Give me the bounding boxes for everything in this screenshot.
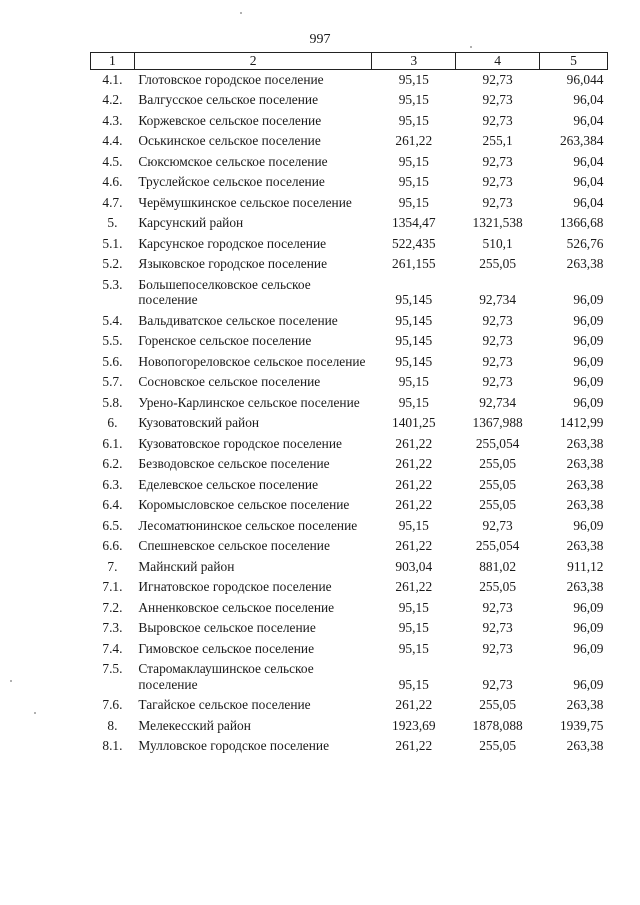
row-name: Коржевское сельское поселение	[138, 112, 322, 128]
row-value-col5: 96,044	[566, 71, 604, 87]
header-row	[91, 53, 608, 70]
row-name: Языковское городское поселение	[138, 256, 328, 271]
row-value-col4: 92,73	[482, 599, 513, 615]
table-row	[91, 172, 608, 193]
row-value-col5: 96,09	[573, 517, 604, 533]
table-row	[91, 577, 608, 598]
row-number: 8.	[107, 717, 118, 733]
row-name: Игнатовское городское поселение	[138, 579, 332, 594]
row-value-col5: 1939,75	[559, 717, 604, 733]
row-number: 5.8.	[102, 394, 123, 410]
table-row	[91, 516, 608, 537]
row-value-col5: 263,38	[566, 435, 604, 451]
row-value-col4: 92,73	[482, 374, 513, 389]
table-row	[91, 352, 608, 373]
row-value-col3: 95,145	[395, 292, 433, 307]
row-number: 4.7.	[102, 194, 123, 210]
row-name: Безводовское сельское поселение	[138, 456, 330, 471]
row-value-col5: 96,09	[573, 640, 604, 656]
row-number: 7.1.	[102, 579, 123, 594]
row-value-col5: 96,09	[573, 312, 604, 328]
table-row	[91, 331, 608, 352]
table-row	[91, 495, 608, 516]
row-value-col5: 96,09	[573, 620, 604, 635]
row-number: 5.	[107, 215, 118, 230]
row-name: Тагайское сельское поселение	[138, 697, 311, 712]
row-value-col3: 261,22	[395, 579, 433, 594]
row-name: Майнский район	[138, 558, 235, 574]
row-value-col4: 92,73	[482, 194, 513, 210]
row-name: Черёмушкинское сельское поселение	[138, 194, 352, 210]
table-row	[91, 275, 608, 311]
row-value-col4: 92,73	[482, 620, 513, 635]
row-value-col4: 255,05	[479, 476, 517, 492]
row-name: Карсунский район	[138, 215, 244, 230]
row-value-col3: 1923,69	[392, 717, 436, 733]
row-value-col5: 911,12	[567, 558, 604, 574]
row-value-col5: 96,04	[573, 174, 604, 189]
row-value-col4: 255,05	[479, 738, 517, 753]
table-row	[91, 659, 608, 695]
row-number: 6.5.	[102, 517, 123, 533]
row-name: Кузоватовское городское поселение	[138, 435, 342, 451]
row-value-col3: 95,145	[395, 333, 433, 348]
row-value-col4: 92,73	[482, 174, 513, 189]
scan-speck	[470, 46, 472, 48]
row-value-col3: 261,22	[395, 133, 433, 148]
row-name: Старомаклаушинское сельское поселение	[138, 661, 314, 692]
table-row	[91, 475, 608, 496]
scan-speck	[10, 680, 12, 682]
row-number: 7.3.	[102, 620, 123, 635]
row-number: 5.2.	[102, 256, 123, 271]
row-value-col3: 261,22	[395, 435, 433, 451]
row-value-col4: 92,73	[482, 676, 513, 692]
table-row	[91, 393, 608, 414]
row-name: Спешневское сельское поселение	[138, 538, 330, 553]
table-row	[91, 69, 608, 90]
table-row	[91, 131, 608, 152]
row-number: 4.2.	[102, 92, 123, 107]
row-value-col3: 95,15	[398, 112, 429, 128]
row-value-col3: 95,15	[398, 194, 429, 210]
row-value-col3: 261,22	[395, 538, 433, 553]
row-value-col4: 92,73	[482, 92, 513, 107]
row-value-col5: 263,38	[566, 697, 604, 712]
header-col-3: 3	[372, 53, 456, 70]
row-value-col5: 96,04	[573, 194, 604, 210]
row-name: Анненковское сельское поселение	[138, 599, 335, 615]
row-value-col4: 510,1	[482, 235, 513, 251]
page-number: 997	[309, 32, 331, 47]
row-value-col3: 522,435	[392, 235, 436, 251]
table-row	[91, 213, 608, 234]
row-value-col4: 1878,088	[472, 717, 523, 733]
row-number: 4.6.	[102, 174, 123, 189]
row-number: 6.3.	[102, 476, 123, 492]
row-name: Коромысловское сельское поселение	[138, 497, 350, 512]
row-value-col5: 96,09	[573, 676, 604, 692]
table-row	[91, 193, 608, 214]
row-value-col5: 96,04	[573, 153, 604, 169]
row-value-col3: 95,145	[395, 353, 433, 369]
row-number: 4.5.	[102, 153, 123, 169]
row-value-col3: 903,04	[395, 558, 433, 574]
row-value-col4: 92,73	[482, 71, 513, 87]
row-name: Кузоватовский район	[138, 415, 260, 430]
table-row	[91, 454, 608, 475]
row-number: 5.7.	[102, 374, 123, 389]
row-value-col3: 95,145	[395, 312, 433, 328]
row-value-col4: 255,054	[475, 435, 520, 451]
row-value-col3: 95,15	[398, 394, 429, 410]
row-number: 6.1.	[102, 435, 123, 451]
row-value-col5: 1412,99	[559, 415, 604, 430]
table-row	[91, 618, 608, 639]
row-value-col4: 255,05	[479, 497, 517, 512]
row-value-col4: 881,02	[479, 558, 517, 574]
row-value-col4: 92,73	[482, 333, 513, 348]
row-name: Еделевское сельское поселение	[138, 476, 319, 492]
row-number: 5.1.	[102, 235, 123, 251]
row-value-col4: 92,73	[482, 517, 513, 533]
row-name: Вальдиватское сельское поселение	[138, 312, 338, 328]
row-value-col3: 95,15	[398, 374, 429, 389]
row-value-col4: 255,05	[479, 256, 517, 271]
table-row	[91, 372, 608, 393]
row-value-col5: 526,76	[566, 235, 604, 251]
table-row	[91, 311, 608, 332]
row-value-col3: 1354,47	[392, 215, 436, 230]
row-value-col4: 92,73	[482, 353, 513, 369]
row-name: Оськинское сельское поселение	[138, 133, 321, 148]
row-value-col5: 96,04	[573, 92, 604, 107]
row-value-col5: 1366,68	[559, 215, 604, 230]
scan-speck	[240, 12, 242, 14]
row-value-col4: 1321,538	[472, 215, 523, 230]
row-value-col5: 96,04	[573, 112, 604, 128]
row-value-col4: 1367,988	[472, 415, 523, 430]
row-name: Большепоселковское сельское поселение	[138, 276, 311, 307]
row-number: 6.	[107, 415, 118, 430]
row-value-col5: 263,38	[566, 738, 604, 753]
row-value-col3: 95,15	[398, 599, 429, 615]
row-value-col5: 263,384	[559, 133, 604, 148]
table-row	[91, 111, 608, 132]
row-number: 6.6.	[102, 538, 123, 553]
row-value-col3: 95,15	[398, 620, 429, 635]
row-value-col3: 261,22	[395, 497, 433, 512]
table-row	[91, 254, 608, 275]
row-number: 8.1.	[102, 738, 123, 753]
row-number: 4.3.	[102, 112, 123, 128]
row-value-col3: 261,22	[395, 697, 433, 712]
row-value-col4: 255,05	[479, 697, 517, 712]
row-value-col3: 261,22	[395, 456, 433, 471]
row-number: 6.2.	[102, 456, 123, 471]
table-row	[91, 413, 608, 434]
row-value-col4: 92,73	[482, 640, 513, 656]
row-number: 5.3.	[102, 276, 123, 292]
row-name: Гимовское сельское поселение	[138, 640, 315, 656]
row-number: 7.5.	[102, 661, 123, 676]
row-name: Сосновское сельское поселение	[138, 374, 321, 389]
row-value-col3: 95,15	[398, 92, 429, 107]
row-value-col4: 255,05	[479, 456, 517, 471]
table-row	[91, 598, 608, 619]
header-col-5: 5	[540, 53, 608, 70]
row-value-col3: 95,15	[398, 640, 429, 656]
header-col-4: 4	[456, 53, 540, 70]
row-number: 4.4.	[102, 133, 123, 148]
row-value-col4: 255,054	[475, 538, 520, 553]
row-value-col5: 96,09	[573, 333, 604, 348]
row-value-col4: 92,73	[482, 112, 513, 128]
row-name: Глотовское городское поселение	[138, 71, 324, 87]
row-value-col3: 95,15	[398, 517, 429, 533]
row-name: Урено-Карлинское сельское поселение	[138, 394, 360, 410]
row-number: 6.4.	[102, 497, 123, 512]
row-value-col4: 92,73	[482, 153, 513, 169]
header-col-1: 1	[91, 53, 135, 70]
table-row	[91, 557, 608, 578]
row-number: 5.6.	[102, 353, 123, 369]
row-name: Выровское сельское поселение	[138, 620, 316, 635]
row-name: Мелекесский район	[138, 717, 251, 733]
row-value-col5: 96,09	[573, 599, 604, 615]
row-value-col3: 95,15	[398, 71, 429, 87]
row-value-col4: 92,734	[479, 394, 517, 410]
row-number: 5.5.	[102, 333, 123, 348]
header-col-2: 2	[134, 53, 372, 70]
row-name: Новопогореловское сельское поселение	[138, 353, 366, 369]
row-value-col3: 95,15	[398, 153, 429, 169]
row-value-col3: 95,15	[398, 676, 429, 692]
row-name: Сюксюмское сельское поселение	[138, 153, 328, 169]
row-value-col5: 263,38	[566, 476, 604, 492]
row-number: 7.2.	[102, 599, 123, 615]
data-table	[90, 52, 608, 757]
row-name: Лесоматюнинское сельское поселение	[138, 517, 358, 533]
row-value-col4: 255,1	[482, 133, 513, 148]
row-name: Валгусское сельское поселение	[138, 92, 319, 107]
scan-speck	[34, 712, 36, 714]
row-value-col5: 96,09	[573, 292, 604, 307]
row-number: 7.6.	[102, 697, 123, 712]
table-row	[91, 234, 608, 255]
row-name: Карсунское городское поселение	[138, 235, 327, 251]
row-value-col5: 263,38	[566, 256, 604, 271]
row-value-col5: 96,09	[573, 353, 604, 369]
row-value-col5: 263,38	[566, 538, 604, 553]
row-number: 7.	[107, 558, 118, 574]
table-row	[91, 434, 608, 455]
row-name: Труслейское сельское поселение	[138, 174, 325, 189]
row-value-col4: 92,73	[482, 312, 513, 328]
table-row	[91, 639, 608, 660]
row-value-col3: 261,155	[392, 256, 436, 271]
row-value-col3: 261,22	[395, 738, 433, 753]
row-value-col5: 263,38	[566, 497, 604, 512]
row-value-col5: 263,38	[566, 456, 604, 471]
row-number: 5.4.	[102, 312, 123, 328]
row-value-col3: 261,22	[395, 476, 433, 492]
row-number: 7.4.	[102, 640, 123, 656]
row-value-col3: 95,15	[398, 174, 429, 189]
row-value-col5: 96,09	[573, 374, 604, 389]
row-value-col5: 263,38	[566, 579, 604, 594]
table-row	[91, 152, 608, 173]
table-row	[91, 536, 608, 557]
row-value-col4: 92,734	[479, 292, 517, 307]
row-name: Горенское сельское поселение	[138, 333, 312, 348]
table-row	[91, 716, 608, 737]
row-name: Мулловское городское поселение	[138, 738, 330, 753]
table-row	[91, 90, 608, 111]
row-value-col3: 1401,25	[392, 415, 436, 430]
row-value-col4: 255,05	[479, 579, 517, 594]
table-header	[91, 53, 608, 70]
table-body	[91, 69, 608, 757]
row-number: 4.1.	[102, 71, 123, 87]
table-row	[91, 695, 608, 716]
row-value-col5: 96,09	[573, 394, 604, 410]
table-row	[91, 736, 608, 757]
